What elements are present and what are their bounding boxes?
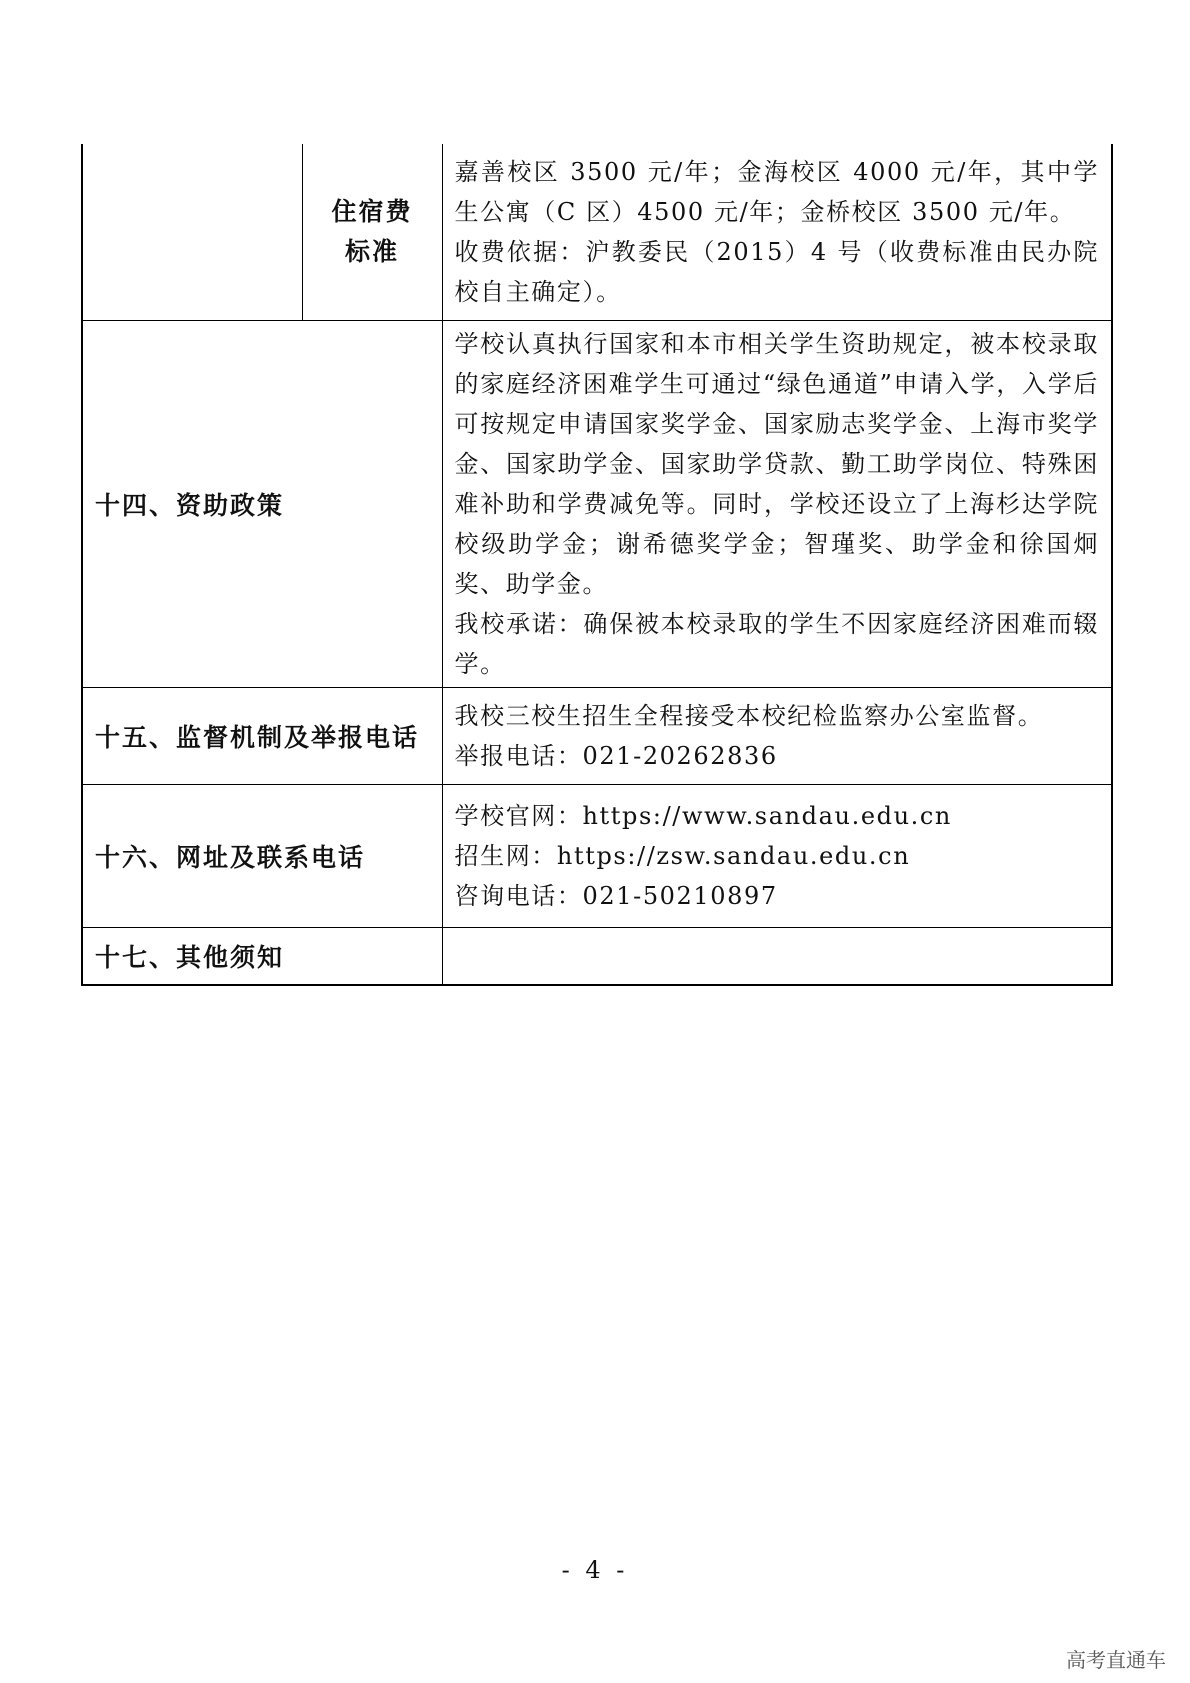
table-row-supervision <box>82 688 1112 785</box>
accommodation-fee-label <box>302 144 442 321</box>
other-notes-content <box>442 928 1112 986</box>
admission-info-table <box>81 144 1113 986</box>
financial-aid-policy-text: 学校认真执行国家和本市相关学生资助规定，被本校录取的家庭经济困难学生可通过“绿色通道”申请入学，入学后可按规定申请国家奖学金、国家励志奖学金、上海市奖学金、国家助学金、国家助学贷款、勤工助学岗位、特殊困难补助和学费减免等。同时，学校还设立了上海杉达学院校级助学金；谢希德奖学金；智瑾奖、助学金和徐国炯奖、助学金。 <box>454 330 1099 598</box>
empty-category-cell <box>82 144 302 321</box>
accommodation-fee-label-text: 住宿费标准 <box>331 197 413 266</box>
accommodation-fee-basis-line: 收费依据：沪教委民（2015）4 号（收费标准由民办院校自主确定）。 <box>454 238 1099 306</box>
accommodation-fee-content <box>442 144 1112 321</box>
table-row-contact <box>82 785 1112 928</box>
table-row-other-notes <box>82 928 1112 986</box>
consult-phone-text: 咨询电话：021-50210897 <box>454 882 778 910</box>
page-number: - 4 - <box>561 1556 629 1584</box>
table-row-financial-aid <box>82 321 1112 688</box>
financial-aid-promise-text: 我校承诺：确保被本校录取的学生不因家庭经济困难而辍学。 <box>454 610 1099 678</box>
contact-content <box>442 785 1112 928</box>
watermark-text: 高考直通车 <box>1066 1648 1166 1672</box>
accommodation-fee-line: 嘉善校区 3500 元/年；金海校区 4000 元/年，其中学生公寓（C 区）4500 元/年；金桥校区 3500 元/年。 <box>454 158 1099 226</box>
admission-website-text: 招生网：https://zsw.sandau.edu.cn <box>454 842 911 870</box>
supervision-label: 十五、监督机制及举报电话 <box>82 688 442 785</box>
school-website-text: 学校官网：https://www.sandau.edu.cn <box>454 802 952 830</box>
other-notes-label: 十七、其他须知 <box>82 928 442 986</box>
contact-label: 十六、网址及联系电话 <box>82 785 442 928</box>
table-row-accommodation-fee <box>82 144 1112 321</box>
financial-aid-label: 十四、资助政策 <box>82 321 442 688</box>
supervision-text: 我校三校生招生全程接受本校纪检监察办公室监督。 <box>454 702 1044 730</box>
financial-aid-content <box>442 321 1112 688</box>
supervision-content <box>442 688 1112 785</box>
report-phone-text: 举报电话：021-20262836 <box>454 742 778 770</box>
